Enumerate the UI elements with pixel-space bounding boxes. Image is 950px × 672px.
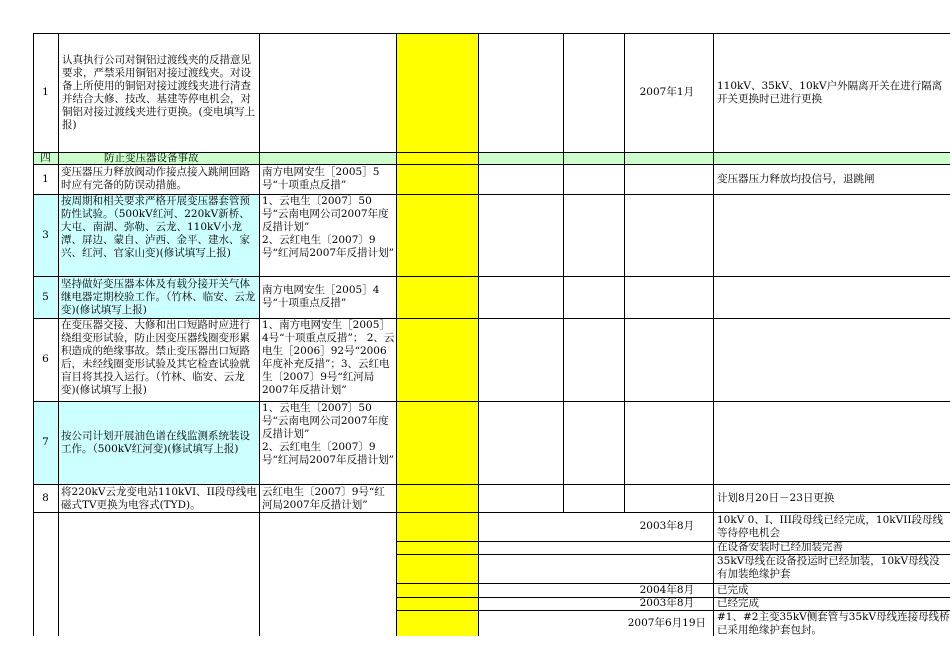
- grid-vline: [713, 33, 714, 636]
- date-cell: [624, 583, 710, 597]
- section-title: 防止变压器设备事故: [104, 152, 199, 164]
- status-text: 已经完成: [717, 597, 759, 609]
- status-text: 变压器压力释放均投信号，退跳闸: [717, 172, 875, 185]
- measure-cell: 变压器压力释放阀动作接点接入跳闸回路时应有完备的防误动措施。: [61, 166, 250, 191]
- status-cell: [717, 597, 950, 610]
- row-number: 5: [42, 290, 49, 303]
- grid-vline: [563, 33, 564, 512]
- yellow-column-section: [396, 152, 478, 164]
- basis-cell: 1、云电生〔2007〕50号“云南电网公司2007年度反措计划” 2、云红电生〔2007〕9号“红河局2007年反措计划”: [262, 195, 394, 259]
- status-text: 110kV、35kV、10kV户外隔离开关在进行隔离开关更换时已进行更换: [717, 79, 943, 105]
- measure-text: 认真执行公司对铜铝过渡线夹的反措意见要求，严禁采用铜铝对接过渡线夹。对设备上所使用的铜铝对接过渡线夹进行清查并结合大修、技改、基建等停电机会，对铜铝对接过渡线夹进行更换。(变电填写上报): [62, 53, 256, 131]
- status-text: 在设备安装时已经加装完善: [717, 541, 843, 553]
- status-cell: [717, 583, 950, 597]
- date-cell: [624, 597, 710, 610]
- measure-cell: [61, 401, 259, 484]
- basis-cell: 南方电网安生［2005］5号“十项重点反措”: [262, 166, 380, 191]
- measure-cell: 按周期和相关要求严格开展变压器套管预防性试验。（500kV红河、220kV新桥、大屯、南湖、弥勒、云龙、110kV小龙潭、屏边、蒙自、泸西、金平、建水、家兴、红河、官家山变)(修试填写上报): [61, 195, 250, 259]
- row-number: 3: [42, 228, 49, 241]
- yellow-column-middle: [396, 164, 478, 512]
- grid-vline: [478, 33, 479, 512]
- row-number: 7: [42, 436, 49, 448]
- status-text: 计划8月20日－23日更换: [717, 491, 835, 504]
- date-cell: [624, 610, 710, 636]
- status-text: 已完成: [717, 583, 749, 596]
- row-number: 6: [42, 353, 49, 365]
- basis-cell: 云红电生〔2007〕9号“红河局2007年反措计划”: [262, 486, 385, 511]
- basis-cell: 1、云电生〔2007〕50号“云南电网公司2007年度反措计划” 2、云红电生〔2007〕9号“红河局2007年反措计划”: [262, 402, 394, 466]
- status-cell: [717, 164, 947, 194]
- grid-hline: [33, 276, 950, 277]
- measure-cell: [62, 33, 258, 152]
- grid-vline: [478, 512, 479, 636]
- row-number: 1: [42, 86, 49, 98]
- grid-hline: [33, 512, 950, 513]
- basis-cell: [262, 276, 395, 318]
- grid-vline: [259, 33, 260, 636]
- measure-cell: 坚持做好变压器本体及有载分接开关气体继电器定期校验工作。（竹林、临安、云龙变)(修试填写上报): [61, 278, 256, 316]
- status-cell: [717, 33, 947, 152]
- yellow-column-bottom: [396, 512, 478, 636]
- date-text: 2003年8月: [639, 520, 694, 532]
- status-cell: [717, 541, 950, 554]
- basis-cell: 1、南方电网安生［2005］4号“十项重点反措”； 2、云电生［2006］92号“2006年度补充反措”；3、云红电生〔2007〕9号“红河局2007年反措计划”: [262, 319, 395, 396]
- date-text: 2007年1月: [639, 86, 694, 98]
- measure-text: 按公司计划开展油色谱在线监测系统装设工作。（500kV红河变)(修试填写上报): [61, 429, 250, 455]
- measure-cell: 在变压器交接、大修和出口短路时应进行绕组变形试验，防止因变压器线圈变形累积造成的绝缘事故。禁止变压器出口短路后，未经线圈变形试验及其它检查试验就盲目将其投入运行。（竹林、临安、云龙变)(修试填写上报): [61, 319, 250, 396]
- status-cell: 35kV母线在设备投运时已经加装，10kV母线没有加装绝缘护套: [717, 555, 940, 580]
- status-cell: [717, 484, 947, 512]
- row-number: 1: [42, 172, 49, 185]
- date-text: 2007年6月19日: [627, 616, 706, 629]
- basis-text: 南方电网安生［2005］4号“十项重点反措”: [262, 284, 380, 309]
- date-text: 2003年8月: [639, 597, 694, 609]
- status-cell: #1、#2主变35kV侧套管与35kV母线连接母线桥已采用绝缘护套包封。: [717, 611, 950, 636]
- section-number: 四: [40, 152, 51, 164]
- date-cell: [624, 33, 710, 152]
- date-cell: [624, 512, 710, 541]
- yellow-column-top: [396, 33, 478, 152]
- grid-vline: [58, 33, 59, 636]
- grid-vline: [396, 33, 397, 636]
- measure-cell: 将220kV云龙变电站110kVI、II段母线电磁式TV更换为电容式(TYD)。: [61, 486, 257, 511]
- date-text: 2004年8月: [639, 583, 694, 596]
- row-number: 8: [42, 491, 49, 504]
- status-cell: 10kV 0、I、III段母线已经完成，10kVII段母线等待停电机会: [717, 514, 944, 539]
